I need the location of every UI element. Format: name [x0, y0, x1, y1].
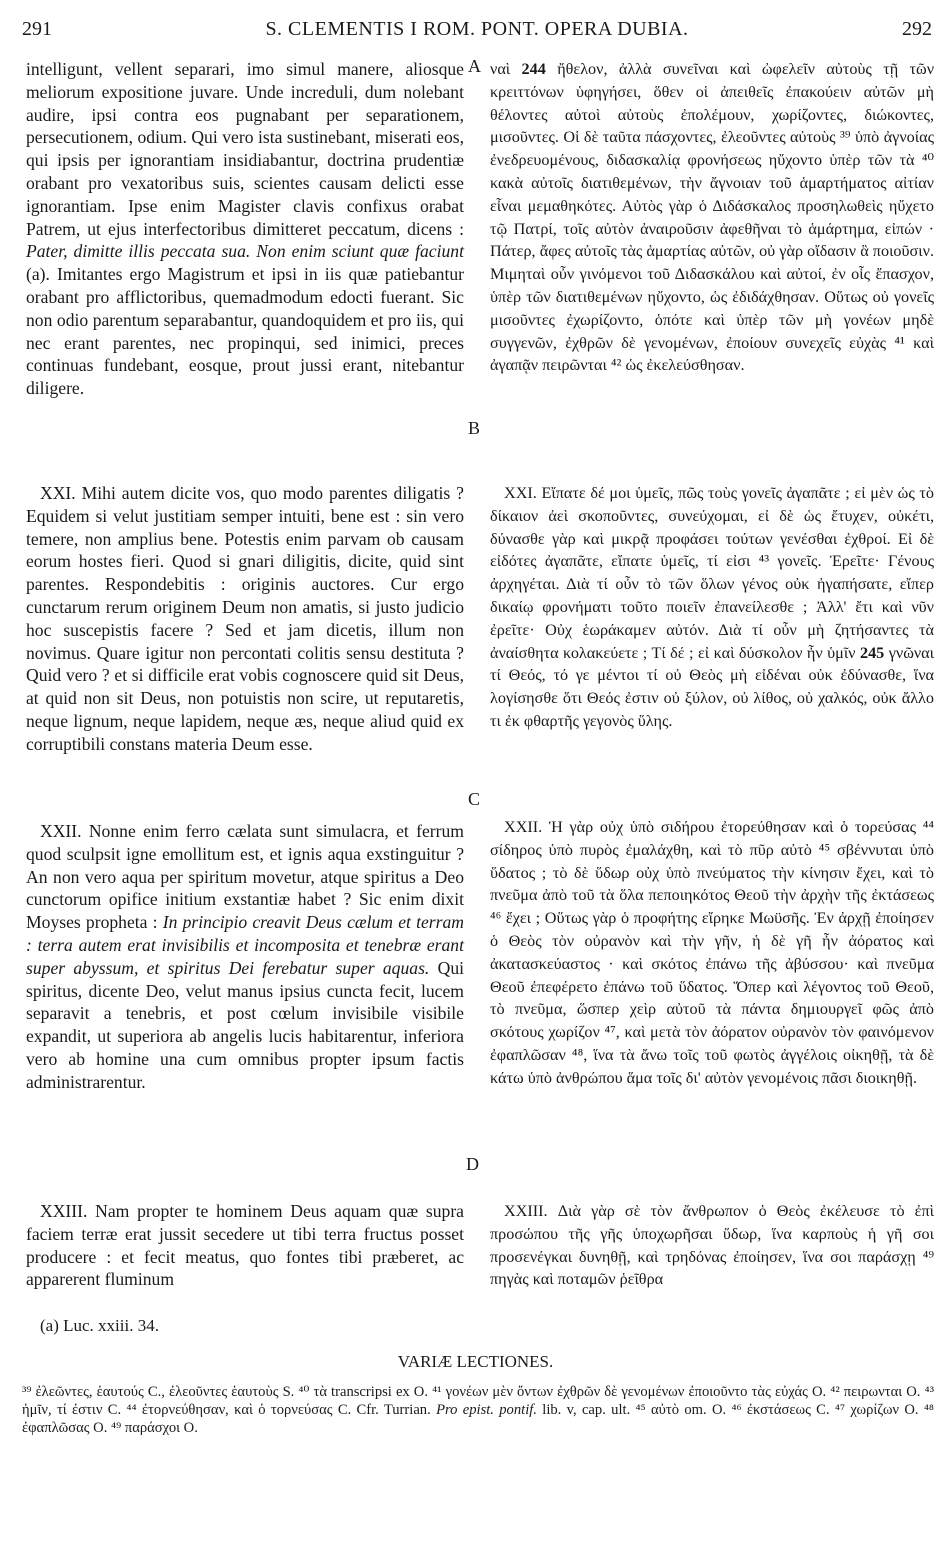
greek-column-section-22: [490, 816, 934, 1090]
margin-marker-a: A: [468, 56, 481, 76]
margin-marker-b: B: [468, 418, 481, 438]
margin-marker-d: D: [466, 1154, 479, 1174]
margin-marker-c: C: [468, 789, 481, 809]
latin-scripture-quote: In principio creavit Deus cælum et terram : terra autem erat invisibilis et incomposita et tenebræ erant super abyssum, et spiritus Dei ferebatur super aquas.: [26, 912, 464, 978]
greek-column: [490, 58, 934, 377]
greek-column-section-21: [490, 482, 934, 733]
latin-paragraph-23: XXIII. Nam propter te hominem Deus aquam quæ supra faciem terræ erat jussit secedere ut tibi terra fructus posset producere : et fecit meatus, quo fontes tibi præberet, ac apparerent fluminum: [26, 1201, 464, 1290]
latin-column-section-22: [26, 820, 464, 1094]
footnote-reference: (a).: [26, 264, 50, 285]
latin-column: [26, 58, 464, 400]
latin-paragraph-22: XXII. Nonne enim ferro cælata sunt simulacra, et ferrum quod sculpsit igne emollitum est, et ignis aqua exstinguitur ? An non vero aqua per spiritum movetur, atque spiritus a Deo cunctorum opifice initium exstantiæ habet ? Sic enim dixit Moyses propheta : In principio creavit Deus cælum et terram : terra autem erat invisibilis et incomposita et tenebræ erant super abyssum, et spiritus Dei ferebatur super aquas. Qui spiritus, dicente Deo, velut manus ipsius cuncta fecit, lucem separavit a tenebris, et post cœlum invisibile visibile expandit, ut superiora ab angelis lucis habitarentur, inferiora vero ab homine una cum omnibus propter ipsum factis administrarentur.: [26, 821, 464, 1092]
greek-paragraph-21: XXI. Εἴπατε δέ μοι ὑμεῖς, πῶς τοὺς γονεῖς ἀγαπᾶτε ; εἰ μὲν ὡς τὸ δίκαιον ἀεὶ σκοποῦντες, συνεύχομαι, εἰ δὲ ὡς ἔτυχεν, οὐκέτι, δύνασθε γὰρ καὶ μικρᾷ προφάσει τούτων γενέσθαι ἐχθροί. Εἰ δὲ εἰδότες ἀγαπᾶτε, εἴπατε ὑμεῖς, τί εἰσι ⁴³ γονεῖς. Ἐρεῖτε· Γένους ἀρχηγέται. Διὰ τί οὖν τὸ τῶν ὅλων γένος οὐκ ἠγαπήσατε, εἴπερ δικαίῳ φρονήματι τοῦτο ποιεῖν ἐπανείλεσθε ; Ἀλλ' ἔτι καὶ νῦν ἐρεῖτε· Οὐχ ἑωράκαμεν αὐτόν. Διὰ τί οὖν μὴ ζητήσαντες τὰ ἀναίσθητα κολακεύετε ; Τί δέ ; εἰ καὶ δύσκολον ἦν ὑμῖν 245 γνῶναι τί Θεός, τό γε μέντοι τί οὐ Θεὸς μὴ εἰδέναι οὐκ ἐδύνασθε, ἵνα λογίσησθε ὅτι Θεός ἐστιν οὐ ξύλον, οὐ λίθος, οὐ χαλκός, οὐκ ἄλλο τι ἐκ φθαρτῆς γεγονὸς ὕλης.: [490, 484, 935, 730]
column-number: 244: [521, 60, 546, 78]
greek-paragraph-23: XXIII. Διὰ γὰρ σὲ τὸν ἄνθρωπον ὁ Θεὸς ἐκέλευσε τὸ ἐπὶ προσώπου τῆς γῆς ὑποχωρῆσαι ὕδωρ, ἵνα καρποὺς ἡ γῆ σοι προσενέγκαι δυνηθῇ, καὶ τρηδόνας ἐποίησεν, ἵνα σοι παράσχῃ ⁴⁹ πηγὰς καὶ ποταμῶν ῥεῖθρα: [490, 1202, 934, 1289]
latin-scripture-quote: Pater, dimitte illis peccata sua. Non enim sciunt quæ faciunt: [26, 241, 464, 262]
latin-column-section-23: [26, 1200, 464, 1291]
variae-lectiones-text: ³⁹ ἐλεῶντες, ἑαυτούς C., ἐλεοῦντες ἑαυτοὺς S. ⁴⁰ τὰ transcripsi ex O. ⁴¹ γονέων μὲν ὄντων ἐχθρῶν δὲ γενομένων ἐποιοῦντο τὰς εὐχάς O. ⁴² πειρωνται O. ⁴³ ἡμῖν, τί ἐστιν C. ⁴⁴ ἐτορνεύθησαν, καὶ ὁ τορνεύσας C. Cfr. Turrian. Pro epist. pontif. lib. v, cap. ult. ⁴⁵ αὐτὸ om. O. ⁴⁶ ἐκστάσεως C. ⁴⁷ χωρίζων O. ⁴⁸ ἐφαπλῶσας O. ⁴⁹ παράσχοι O.: [22, 1384, 935, 1436]
running-title: S. CLEMENTIS I ROM. PONT. OPERA DUBIA.: [265, 18, 689, 40]
page-number-right: 292: [902, 18, 932, 40]
footnote: (a) Luc. xxiii. 34.: [40, 1316, 159, 1335]
variae-lectiones-title: VARIÆ LECTIONES.: [397, 1352, 554, 1371]
greek-column-section-23: [490, 1200, 934, 1291]
greek-paragraph: ναὶ 244 ἤθελον, ἀλλὰ συνεῖναι καὶ ὠφελεῖν αὐτοὺς τῇ τῶν κρειττόνων ὑφηγήσει, ὅθεν οἱ ἀπειθεῖς ἐπακούειν αὐτῶν μὴ θέλοντες αὐτοὶ αὐτοὺς ἐπολέμουν, χωρίζοντες, διώκοντες, μισοῦντες. Οἱ δὲ ταῦτα πάσχοντες, ἐλεοῦντες αὐτοὺς ³⁹ ὑπὸ ἀγνοίας ἐνεδρευομένους, διδασκαλίᾳ φρονήσεως ηὔχοντο ὑπὲρ τῶν τὰ ⁴⁰ κακὰ αὐτοῖς διατιθεμένων, τὴν ἄγνοιαν τοῦ ἁμαρτήματος αἰτίαν εἶναι μεμαθηκότες. Αὐτὸς γὰρ ὁ Διδάσκαλος προσηλωθεὶς ηὔχετο τῷ Πατρί, τοῖς αὐτὸν ἀναιροῦσιν ἀφεθῆναι τὸ ἁμάρτημα, εἰπών · Πάτερ, ἄφες αὐτοῖς τὰς ἁμαρτίας αὐτῶν, οὐ γὰρ οἴδασιν ἃ ποιοῦσιν. Μιμηταὶ οὖν γινόμενοι τοῦ Διδασκάλου καὶ αὐτοί, ἐν οἷς ἔπασχον, ὑπὲρ τῶν διατιθεμένων ηὔχοντο, ὡς ἐδιδάχθησαν. Οὕτως οὐ γονεῖς μισοῦντες ἐχωρίζοντο, ὁπότε καὶ ὑπὲρ τῶν μὴ γονέων μηδὲ συγγενῶν, ἐχθρῶν δὲ γενομένων, ἐποίουν συνεχεῖς εὐχὰς ⁴¹ καὶ ἀγαπᾷν πειρῶνται ⁴² ὡς ἐκελεύσθησαν.: [490, 60, 935, 375]
latin-paragraph: intelligunt, vellent separari, imo simul manere, aliosque meliorum expositione juvare. Unde increduli, dum nolebant audire, ipsi contra eos pugnabant per separationem, persecutionem, odium. Qui vero ista sustinebant, miserati eos, qui ipsis per ignorantiam insidiabantur, doctrina prudentiæ orabant pro vexatoribus suis, scientes causam delicti esse ignorantiam. Ipse enim Magister clavis confixus orabat Patrem, ut ejus interfectoribus dimitteret peccatum, dicens : Pater, dimitte illis peccata sua. Non enim sciunt quæ faciunt (a). Imitantes ergo Magistrum et ipsi in iis quæ patiebantur orabant pro afflictoribus, quemadmodum edocti fuerant. Sic non odio parentum separabantur, quandoquidem et pro iis, qui nec erant parentes, nec propinqui, sed inimici, preces continuas fundebant, eosque, prout jussi erant, nitebantur diligere.: [26, 59, 464, 399]
column-number: 245: [859, 643, 885, 662]
latin-column-section-21: [26, 482, 464, 756]
page-header: [22, 18, 932, 48]
latin-paragraph-21: XXI. Mihi autem dicite vos, quo modo parentes diligatis ? Equidem si velut justitiam semper intuiti, bene est : sin vero temere, non amplius bene. Potestis enim parvam ob causam eorum hostes fieri. Quod si gnari diligitis, dicite, quid sint parentes. Respondebitis : originis auctores. Cur ergo cunctarum rerum originem Deum non amatis, si justo judicio hoc suscepistis facere ? Sed et jam dicetis, illum non novimus. Quare igitur non percontati colitis sensu destituta ? Quid vero ? et si difficile erat vobis cognoscere quid sit Deus, at quid non sit Deus, non potuistis non scire, ut reputaretis, neque lignum, neque lapidem, neque æs, neque aliud quid ex corruptibili constans materia Deum esse.: [26, 483, 464, 754]
page-number-left: 291: [22, 18, 52, 40]
greek-paragraph-22: XXII. Ἡ γὰρ οὐχ ὑπὸ σιδήρου ἐτορεύθησαν καὶ ὁ τορεύσας ⁴⁴ σίδηρος ὑπὸ πυρὸς ἐμαλάχθη, καὶ τὸ πῦρ αὐτὸ ⁴⁵ σβέννυται ὑπὸ ὕδατος ; τὸ δὲ ὕδωρ οὐχ ὑπὸ πνεύματος τὴν κίνησιν ἔχει, καὶ τὸ πνεῦμα ἀπὸ τοῦ τὰ ὅλα πεποιηκότος Θεοῦ τὴν ἀρχὴν τῆς ἐκτάσεως ⁴⁶ ἔχει ; Οὕτως γὰρ ὁ προφήτης εἴρηκε Μωϋσῆς. Ἐν ἀρχῇ ἐποίησεν ὁ Θεὸς τὸν οὐρανὸν καὶ τὴν γῆν, ἡ δὲ γῆ ἦν ἀόρατος καὶ ἀκατασκεύαστος · καὶ σκότος ἐπάνω τῆς ἀβύσσου· καὶ πνεῦμα Θεοῦ ἐπεφέρετο ἐπάνω τοῦ ὕδατος. Ὅπερ καὶ λέγοντος τοῦ Θεοῦ, τὸ πνεῦμα, ὥσπερ χεὶρ αὐτοῦ τὰ πάντα δημιουργεῖ φῶς ἀπὸ σκότους χωρίζον ⁴⁷, καὶ μετὰ τὸν ἀόρατον οὐρανὸν τὸν φαινόμενον ἐφαπλῶσαν ⁴⁸, ἵνα τὰ ἄνω τοῖς τοῦ φωτὸς ἀγγέλοις οἰκηθῇ, τὰ δὲ κάτω ὑπὸ ἀνθρώπου ἅμα τοῖς δι' αὐτὸν γενομένοις πᾶσι διοικηθῇ.: [490, 818, 934, 1087]
